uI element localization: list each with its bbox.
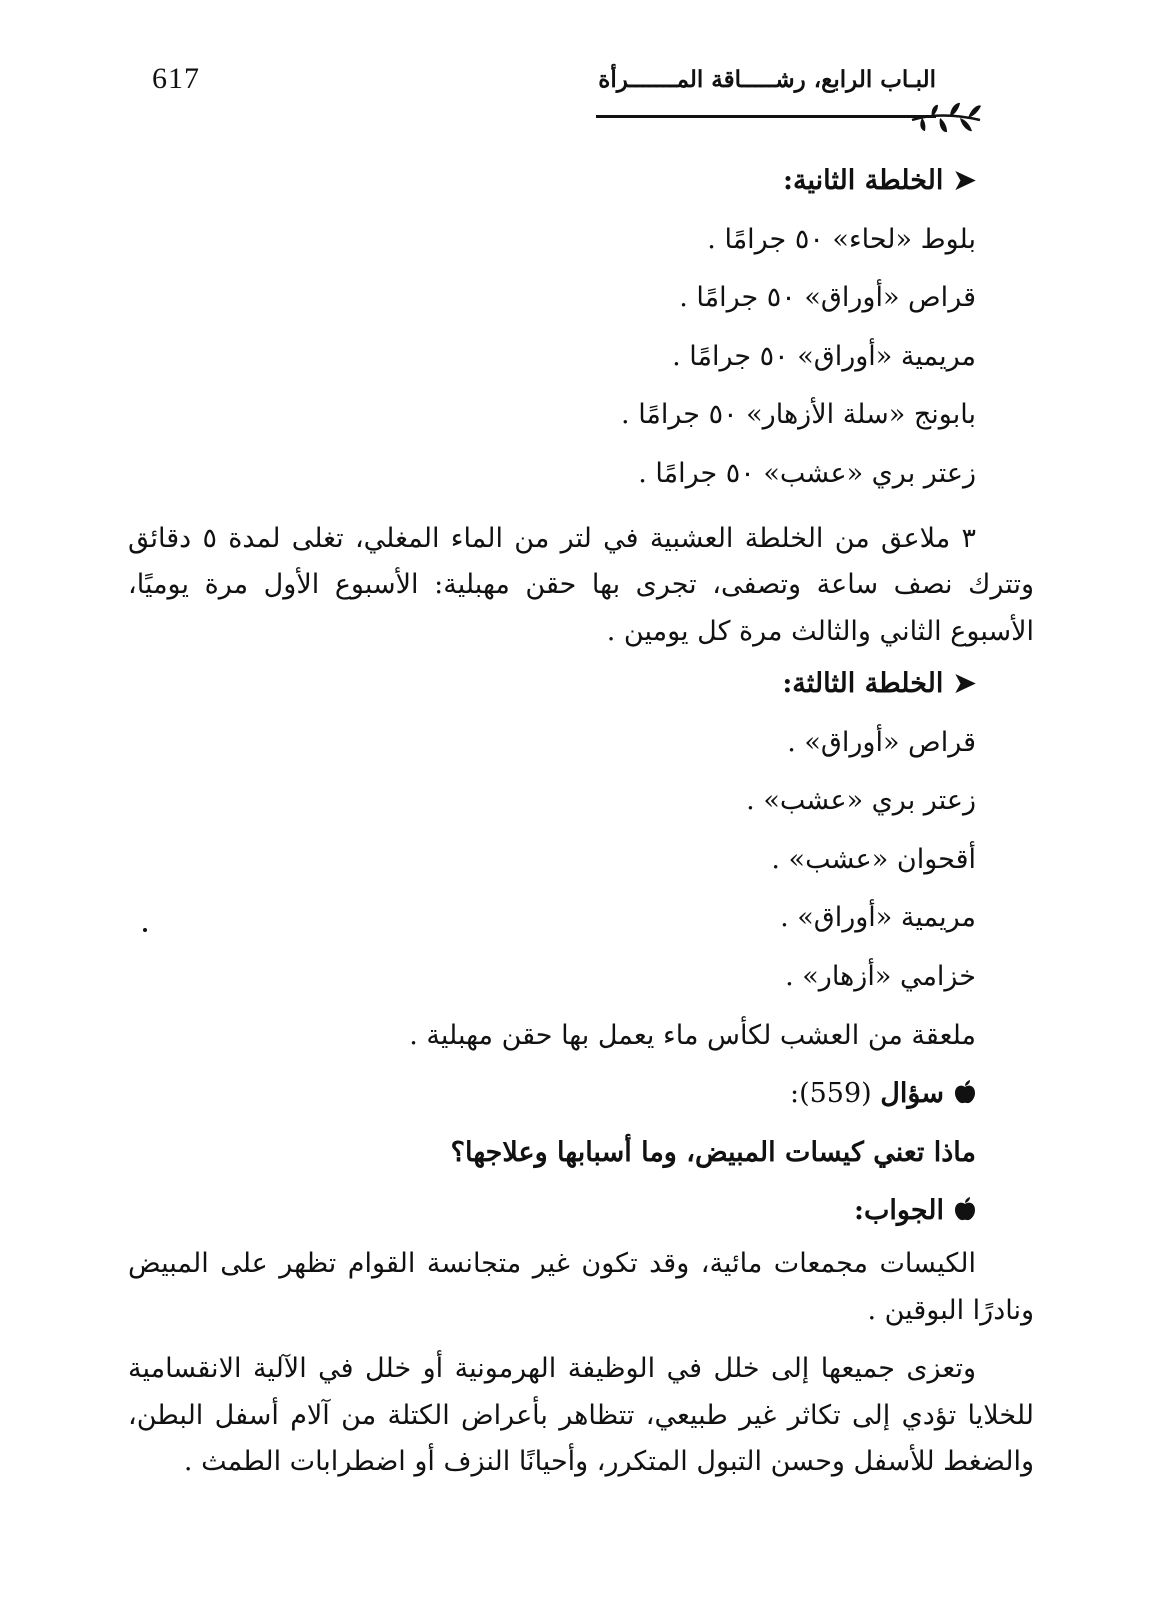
list-item: قراص «أوراق» . <box>787 726 976 758</box>
apple-icon <box>954 1197 976 1221</box>
arrow-marker-icon: ➤ <box>953 668 976 700</box>
answer-paragraph-line: ونادرًا البوقين . <box>867 1294 1034 1326</box>
list-item: أقحوان «عشب» . <box>771 843 976 875</box>
answer-heading <box>128 1182 1034 1241</box>
list-item: قراص «أوراق» ٥٠ جرامًا . <box>679 282 976 314</box>
leaf-branch-icon <box>910 100 982 134</box>
list-item: بلوط «لحاء» ٥٠ جرامًا . <box>707 223 976 255</box>
mix2-instructions-line: ٣ ملاعق من الخلطة العشبية في لتر من الماء المغلي، تغلى لمدة ٥ دقائق <box>128 522 976 554</box>
mix2-heading: ➤الخلطة الثانية: <box>128 152 1034 211</box>
answer-paragraph-line: الكيسات مجمعات مائية، وقد تكون غير متجانسة القوام تظهر على المبيض <box>128 1248 976 1279</box>
mix2-instructions-line: وتترك نصف ساعة وتصفى، تجرى بها حقن مهبلية: الأسبوع الأول مرة يوميًا، <box>128 569 1034 601</box>
question-label: سؤال <box>880 1078 944 1110</box>
apple-icon <box>954 1080 976 1104</box>
list-item: بابونج «سلة الأزهار» ٥٠ جرامًا . <box>621 399 976 431</box>
list-item: مريمية «أوراق» ٥٠ جرامًا . <box>672 340 976 372</box>
list-item: مريمية «أوراق» . <box>780 902 976 934</box>
question-number: (559): <box>789 1078 872 1110</box>
running-title: البـاب الرابع، رشـــــاقة المـــــــرأة <box>598 66 936 93</box>
page-number: 617 <box>152 62 200 95</box>
answer-paragraph-line: وتعزى جميعها إلى خلل في الوظيفة الهرمونية أو خلل في الآلية الانقسامية <box>128 1353 976 1384</box>
list-item: خزامي «أزهار» . <box>785 961 976 993</box>
mix3-heading: ➤الخلطة الثالثة: <box>128 655 1034 714</box>
list-item: زعتر بري «عشب» ٥٠ جرامًا . <box>638 457 976 489</box>
mix3-instruction: ملعقة من العشب لكأس ماء يعمل بها حقن مهبلية . <box>409 1019 976 1051</box>
stray-dot <box>143 928 147 932</box>
list-item: زعتر بري «عشب» . <box>746 785 976 817</box>
answer-paragraph-line: للخلايا تؤدي إلى تكاثر غير طبيعي، تتظاهر بأعراض الكتلة من آلام أسفل البطن، <box>128 1399 1034 1431</box>
answer-label: الجواب: <box>854 1195 944 1227</box>
page-body <box>128 152 1034 1486</box>
question-heading <box>128 1065 1034 1124</box>
arrow-marker-icon: ➤ <box>953 165 976 196</box>
header-rule <box>596 115 936 118</box>
mix2-instructions-line: الأسبوع الثاني والثالث مرة كل يومين . <box>606 615 1034 647</box>
answer-paragraph-line: والضغط للأسفل وحسن التبول المتكرر، وأحيانًا النزف أو اضطرابات الطمث . <box>183 1446 1034 1477</box>
question-text: ماذا تعني كيسات المبيض، وما أسبابها وعلاجها؟ <box>450 1136 976 1168</box>
